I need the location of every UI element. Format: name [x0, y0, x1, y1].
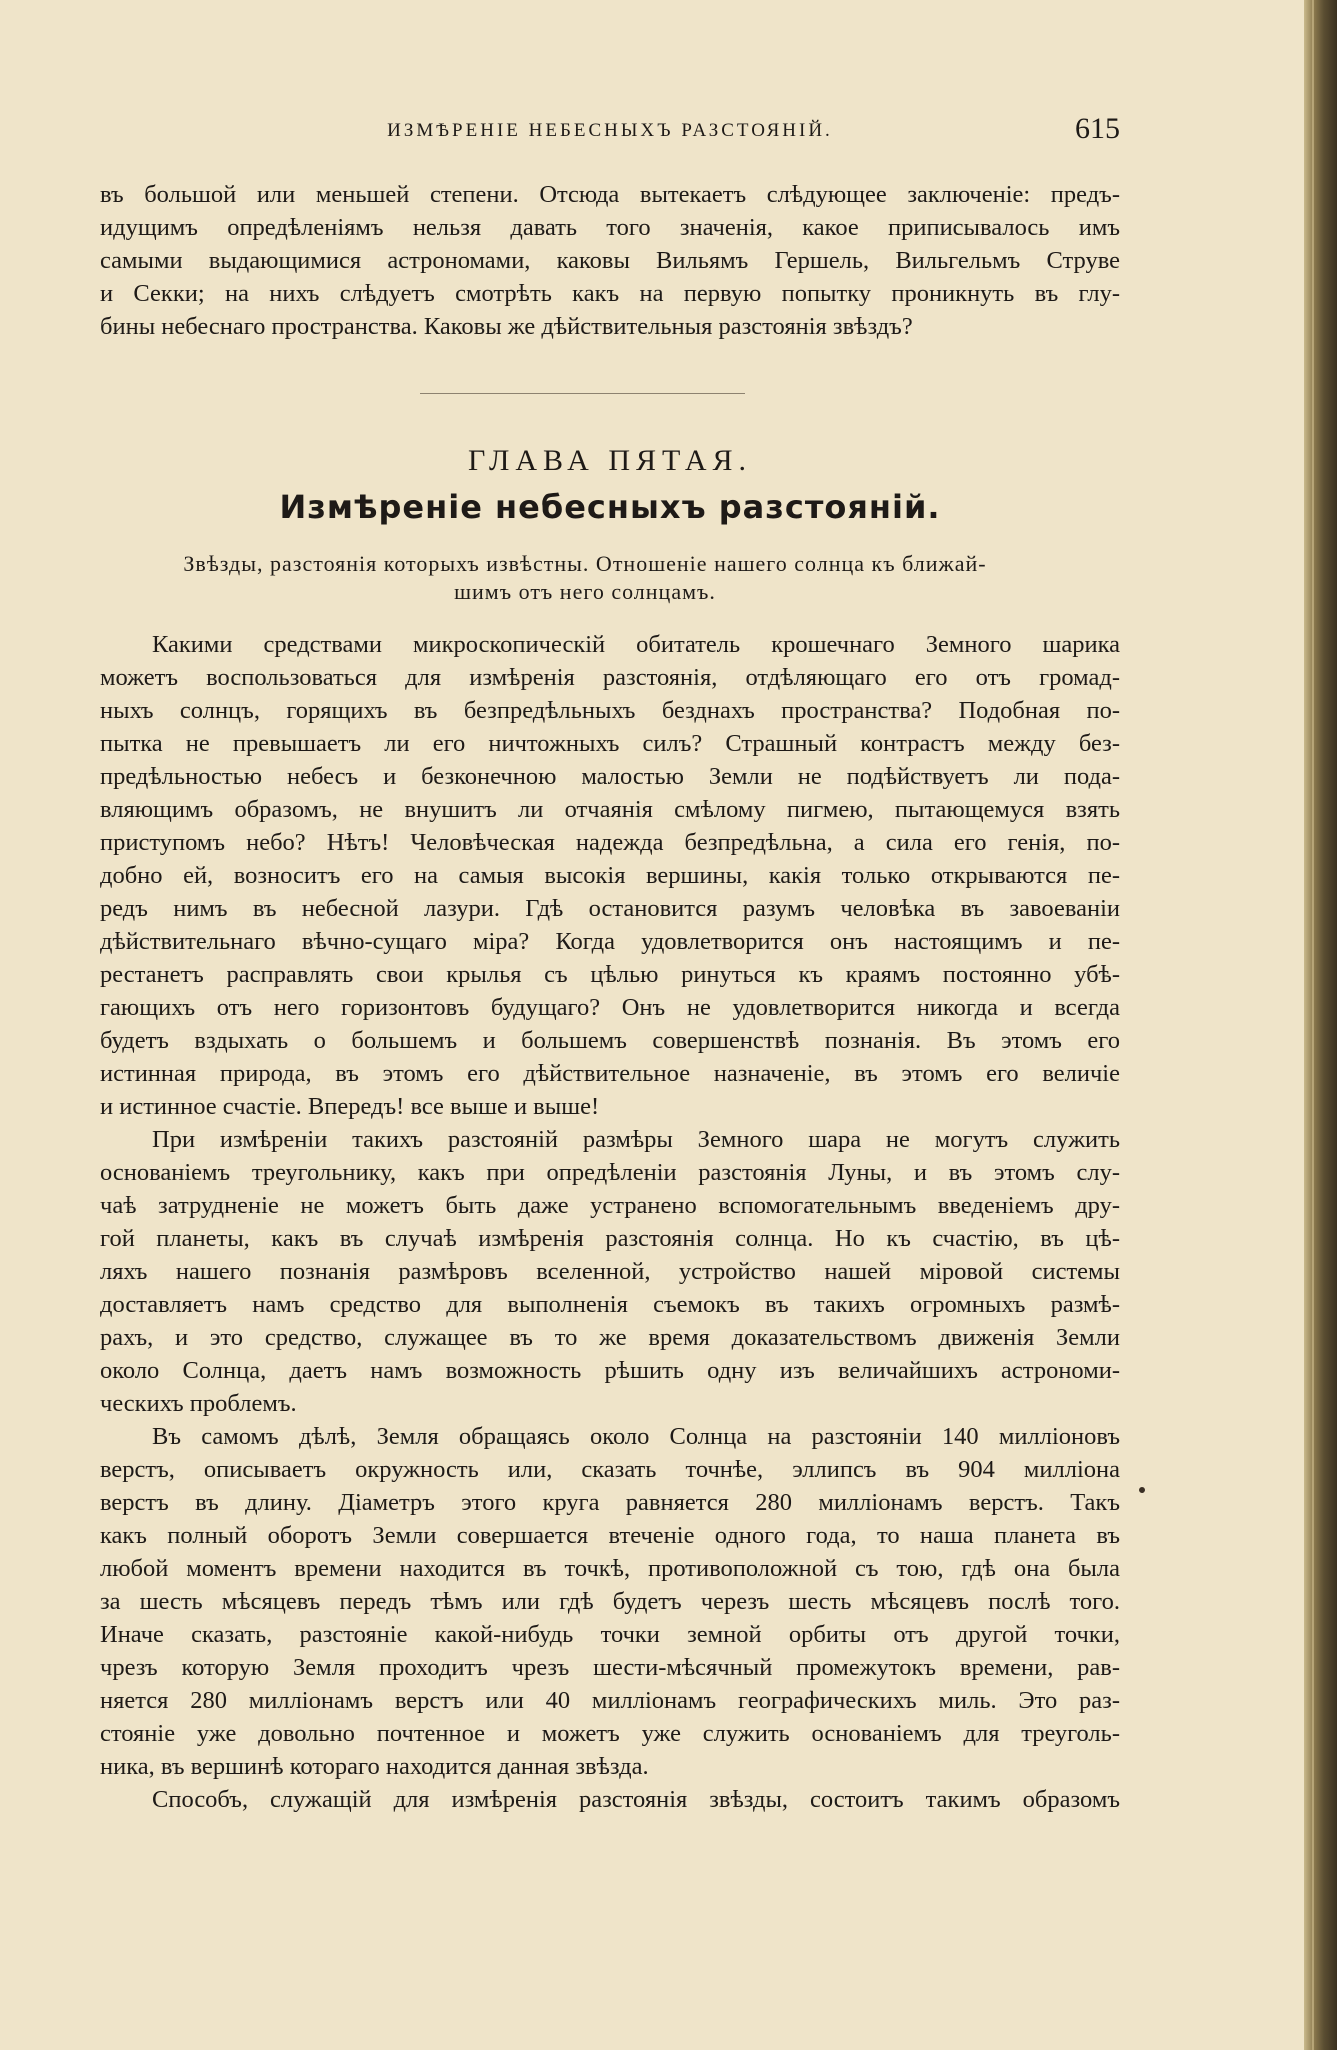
chapter-label: ГЛАВА ПЯТАЯ.: [467, 444, 753, 477]
text-line: гой планеты, какъ въ случаѣ измѣренія разстоянія солнца. Но къ счастію, въ цѣ-: [100, 1225, 1120, 1252]
text-line: будетъ вздыхать о большемъ и большемъ совершенствѣ познанія. Въ этомъ его: [100, 1027, 1120, 1054]
text-line: верстъ, описываетъ окружность или, сказать точнѣе, эллипсъ въ 904 милліона: [100, 1456, 1120, 1483]
text-line: можетъ воспользоваться для измѣренія разстоянія, отдѣляющаго его отъ громад-: [100, 664, 1120, 691]
text-line: чаѣ затрудненіе не можетъ быть даже устранено вспомогательнымъ введеніемъ дру-: [100, 1192, 1120, 1219]
text-line: какъ полный оборотъ Земли совершается втеченіе одного года, то наша планета въ: [100, 1522, 1120, 1549]
text-line: любой моментъ времени находится въ точкѣ, противоположной съ тою, гдѣ она была: [100, 1555, 1120, 1582]
paragraph-2: [100, 1123, 1120, 1420]
text-line: ляхъ нашего познанія размѣровъ вселенной, устройство нашей міровой системы: [100, 1258, 1120, 1285]
text-line: идущимъ опредѣленіямъ нельзя давать того значенія, какое приписывалось имъ: [100, 214, 1120, 241]
text-line: приступомъ небо? Нѣтъ! Человѣческая надежда безпредѣльна, а сила его генія, по-: [100, 829, 1120, 856]
text-line: редъ нимъ въ небесной лазури. Гдѣ остановится разумъ человѣка въ завоеваніи: [100, 895, 1120, 922]
text-line: въ большой или меньшей степени. Отсюда вытекаетъ слѣдующее заключеніе: предъ-: [100, 181, 1120, 208]
text-line: няется 280 милліонамъ верстъ или 40 милліонамъ географическихъ миль. Это раз-: [100, 1687, 1120, 1714]
text-line: Иначе сказать, разстояніе какой-нибудь точки земной орбиты отъ другой точки,: [100, 1621, 1120, 1648]
text-line: добно ей, возноситъ его на самыя высокія вершины, какія только открываются пе-: [100, 862, 1120, 889]
text-line: за шесть мѣсяцевъ передъ тѣмъ или гдѣ будетъ черезъ шесть мѣсяцевъ послѣ того.: [100, 1588, 1120, 1615]
text-line: гающихъ отъ него горизонтовъ будущаго? Онъ не удовлетворится никогда и всегда: [100, 994, 1120, 1021]
text-line: стояніе уже довольно почтенное и можетъ уже служить основаніемъ для треуголь-: [100, 1720, 1120, 1747]
chapter-summary: [40, 550, 1130, 606]
text-line: и Секки; на нихъ слѣдуетъ смотрѣть какъ на первую попытку проникнуть въ глу-: [100, 280, 1120, 307]
text-line: Какими средствами микроскопическій обитатель крошечнаго Земного шарика: [152, 631, 1120, 658]
text-line: около Солнца, даетъ намъ возможность рѣшить одну изъ величайшихъ астрономи-: [100, 1357, 1120, 1384]
chapter-body: [100, 628, 1120, 1816]
text-line: предѣльностью небесъ и безконечною малостью Земли не подѣйствуетъ ли пода-: [100, 763, 1120, 790]
text-line: самыми выдающимися астрономами, каковы Вильямъ Гершель, Вильгельмъ Струве: [100, 247, 1120, 274]
text-line: ческихъ проблемъ.: [100, 1390, 297, 1417]
text-line: Способъ, служащій для измѣренія разстоянія звѣзды, состоитъ такимъ образомъ: [152, 1786, 1120, 1813]
chapter-title: Измѣреніе небесныхъ разстояній.: [279, 488, 941, 526]
intro-paragraph: [100, 178, 1120, 343]
text-line: пытка не превышаетъ ли его ничтожныхъ силъ? Страшный контрастъ между без-: [100, 730, 1120, 757]
text-line: истинная природа, въ этомъ его дѣйствительное назначеніе, въ этомъ его величіе: [100, 1060, 1120, 1087]
page-number: 615: [1075, 112, 1120, 145]
text-line: основаніемъ треугольнику, какъ при опредѣленіи разстоянія Луны, и въ этомъ слу-: [100, 1159, 1120, 1186]
text-line: бины небеснаго пространства. Каковы же дѣйствительныя разстоянія звѣздъ?: [100, 313, 913, 340]
text-line: вляющимъ образомъ, не внушитъ ли отчаянія смѣлому пигмею, пытающемуся взять: [100, 796, 1120, 823]
book-binding-edge: [1304, 0, 1337, 2050]
text-line: чрезъ которую Земля проходитъ чрезъ шести-мѣсячный промежутокъ времени, рав-: [100, 1654, 1120, 1681]
text-line: Въ самомъ дѣлѣ, Земля обращаясь около Солнца на разстояніи 140 милліоновъ: [152, 1423, 1120, 1450]
text-line: дѣйствительнаго вѣчно-сущаго міра? Когда удовлетворится онъ настоящимъ и пе-: [100, 928, 1120, 955]
ink-dot: [1139, 1487, 1145, 1493]
text-line: доставляетъ намъ средство для выполненія съемокъ въ такихъ огромныхъ размѣ-: [100, 1291, 1120, 1318]
chapter-summary-line: шимъ отъ него солнцамъ.: [454, 579, 716, 604]
paragraph-3: [100, 1420, 1120, 1783]
text-line: ника, въ вершинѣ котораго находится данная звѣзда.: [100, 1753, 649, 1780]
text-line: рестанетъ расправлять свои крылья съ цѣлью ринуться къ краямъ постоянно убѣ-: [100, 961, 1120, 988]
text-line: и истинное счастіе. Впередъ! все выше и выше!: [100, 1093, 600, 1120]
text-line: При измѣреніи такихъ разстояній размѣры Земного шара не могутъ служить: [152, 1126, 1120, 1153]
text-line: верстъ въ длину. Діаметръ этого круга равняется 280 милліонамъ верстъ. Такъ: [100, 1489, 1120, 1516]
paragraph-4: [100, 1783, 1120, 1816]
running-title: ИЗМѢРЕНІЕ НЕБЕСНЫХЪ РАЗСТОЯНІЙ.: [387, 120, 833, 141]
chapter-summary-line: Звѣзды, разстоянія которыхъ извѣстны. Отношеніе нашего солнца къ ближай-: [183, 551, 987, 576]
paragraph-1: [100, 628, 1120, 1123]
text-line: рахъ, и это средство, служащее въ то же время доказательствомъ движенія Земли: [100, 1324, 1120, 1351]
text-line: ныхъ солнцъ, горящихъ въ безпредѣльныхъ безднахъ пространства? Подобная по-: [100, 697, 1120, 724]
running-head: [100, 112, 1120, 152]
section-divider: [420, 393, 745, 394]
